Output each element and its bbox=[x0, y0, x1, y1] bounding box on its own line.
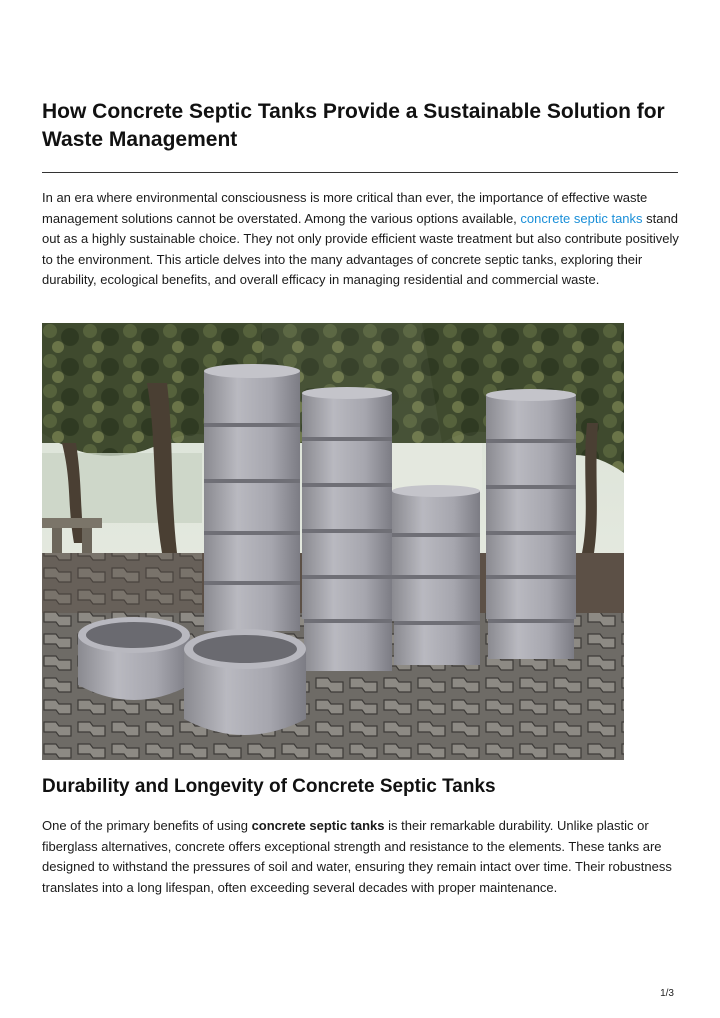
septic-tanks-photo bbox=[42, 323, 624, 760]
intro-text-end: stand out as a highly sustainable choice. They not only provide efficient waste treatment but also contribute positively to the environment. This article delves into the many advantages of concrete septic tanks, exploring their durability, ecological benefits, and overall efficacy in managing residential and commercial waste. bbox=[42, 210, 679, 288]
intro-paragraph bbox=[42, 188, 682, 291]
title-divider bbox=[42, 172, 678, 173]
durability-text-start: One of the primary benefits of using bbox=[42, 818, 252, 833]
concrete-septic-tanks-link[interactable]: concrete septic tanks bbox=[520, 210, 643, 226]
article-title: How Concrete Septic Tanks Provide a Sustainable Solution for Waste Management bbox=[42, 100, 665, 151]
section-heading-durability: Durability and Longevity of Concrete Septic Tanks bbox=[42, 776, 496, 797]
intro-text-start: In an era where environmental consciousness is more critical than ever, the importance of effective waste management solutions cannot be overstated. Among the various options available, bbox=[42, 190, 648, 226]
durability-bold-text: concrete septic tanks bbox=[251, 818, 385, 833]
page-number: 1/3 bbox=[660, 988, 674, 999]
durability-paragraph bbox=[42, 816, 682, 898]
durability-text-end: is their remarkable durability. Unlike plastic or fiberglass alternatives, concrete offers exceptional strength and resistance to the elements. These tanks are designed to withstand the pressures of soil and water, ensuring they remain intact over time. Their robustness translates into a long lifespan, often exceeding several decades with proper maintenance. bbox=[42, 818, 672, 895]
